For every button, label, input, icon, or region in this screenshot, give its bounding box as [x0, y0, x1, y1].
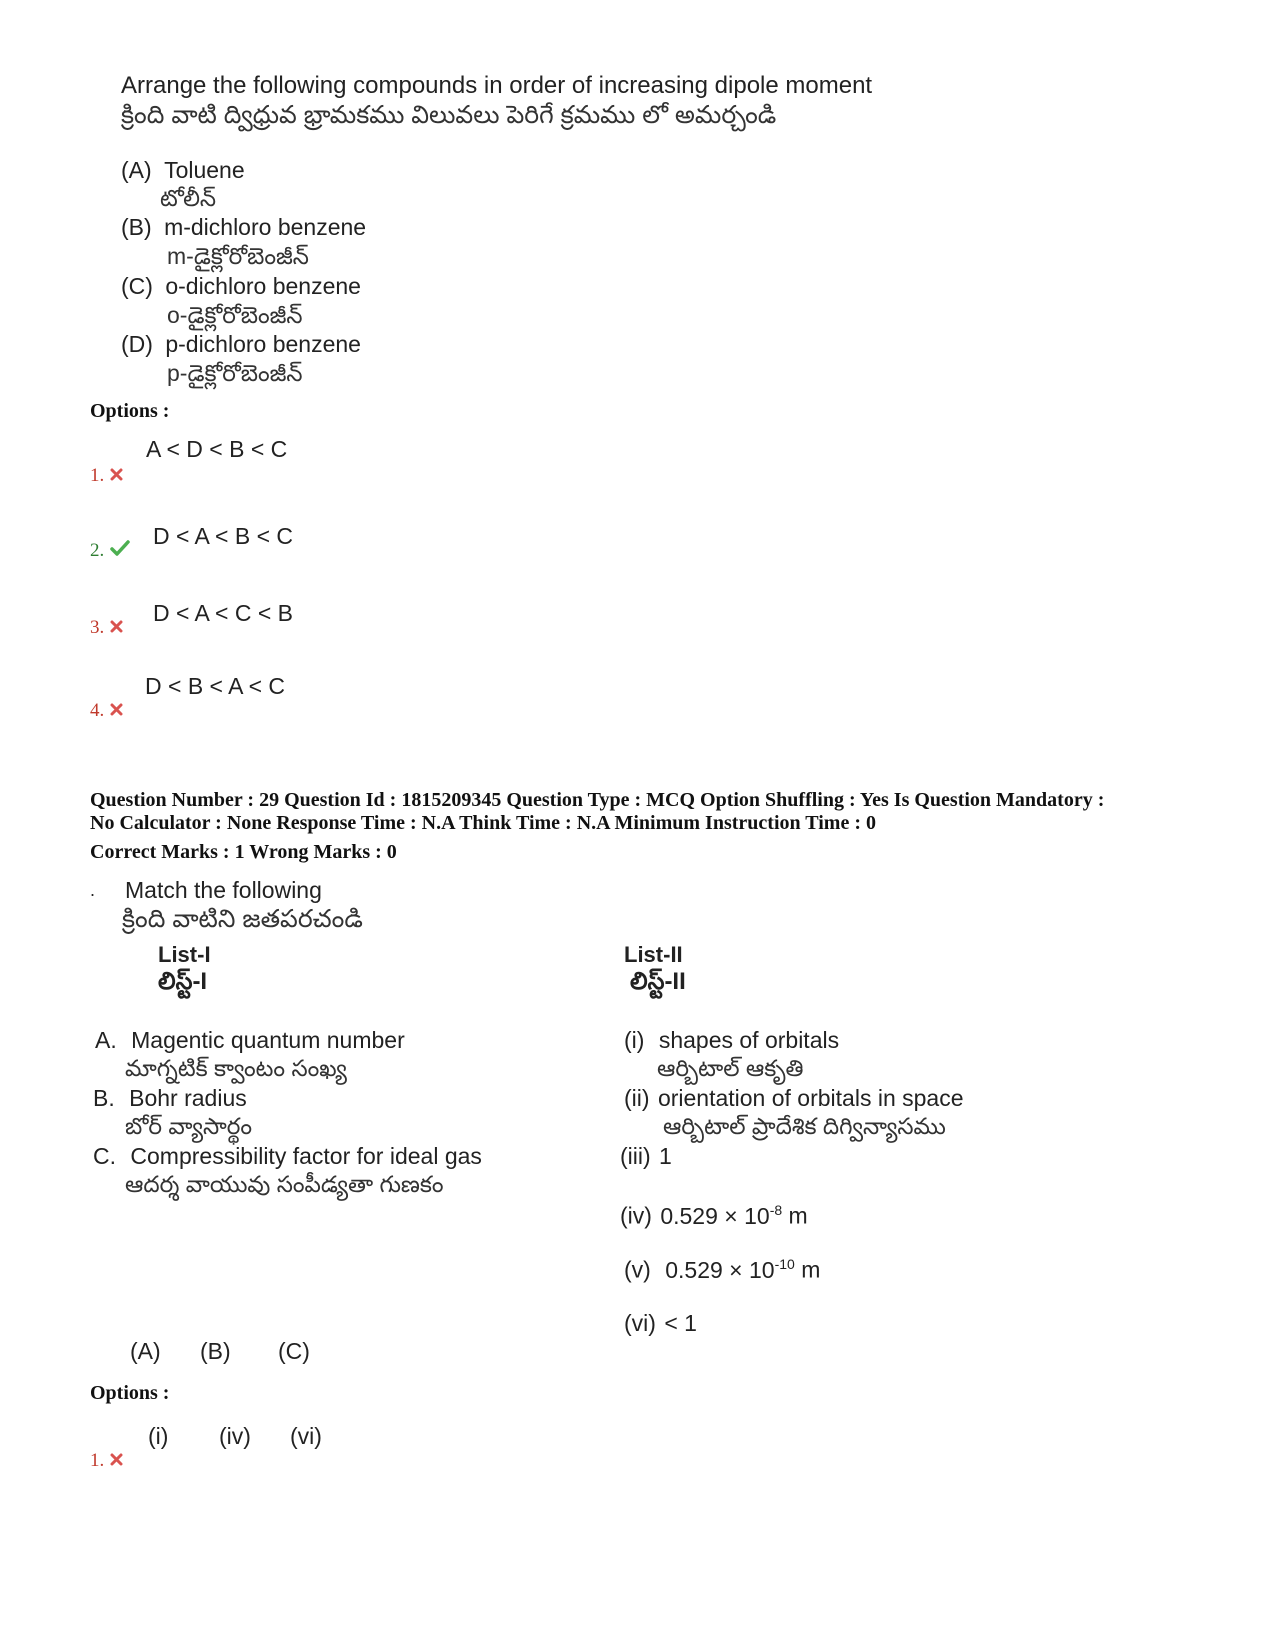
item-text: 0.529 × 10 [660, 1202, 770, 1229]
item-label: (v) [624, 1256, 651, 1283]
item-label: (B) [121, 214, 152, 240]
option-number: 4. [90, 700, 105, 721]
q28-option-4-number [90, 700, 123, 722]
q28-item-c-te: o-డైక్లోరోబెంజీన్ [167, 302, 303, 328]
column-head-c: (C) [278, 1338, 310, 1364]
item-label: (iv) [620, 1202, 652, 1229]
q28-option-3-text[interactable]: D < A < C < B [153, 600, 293, 626]
q28-option-4-text[interactable]: D < B < A < C [145, 673, 285, 699]
q29-dot: . [90, 880, 96, 900]
q29-option-1-value-3[interactable]: (vi) [290, 1423, 322, 1449]
unit: m [801, 1256, 821, 1283]
item-label: (A) [121, 157, 152, 183]
item-label: (D) [121, 331, 153, 357]
list1-heading: List-I [158, 942, 211, 967]
cross-icon [110, 617, 123, 639]
exponent: -8 [769, 1202, 783, 1218]
cross-icon [110, 700, 123, 722]
item-text: o-dichloro benzene [165, 273, 361, 299]
item-text: 1 [659, 1143, 672, 1169]
q28-option-1-number [90, 465, 123, 487]
q28-item-a-te: టోలీన్ [160, 185, 217, 211]
list2-item-v [624, 1256, 820, 1284]
item-label: C. [93, 1143, 116, 1169]
option-number: 2. [90, 540, 105, 561]
q28-question-en: Arrange the following compounds in order of increasing dipole moment [121, 72, 873, 99]
cross-icon [110, 1450, 123, 1472]
q29-option-1-number [90, 1450, 123, 1472]
item-label: (iii) [620, 1143, 651, 1169]
list2-item-iv [620, 1202, 808, 1230]
item-text: Bohr radius [129, 1085, 247, 1111]
q28-item-d-te: p-డైక్లోరోబెంజీన్ [167, 360, 303, 386]
list2-heading-te: లిస్ట్-II [630, 968, 686, 995]
list1-heading-te: లిస్ట్-I [158, 968, 208, 995]
option-number: 3. [90, 617, 105, 638]
list1-item-c-te: ఆదర్శ వాయువు సంపీడ్యతా గుణకం [125, 1171, 444, 1197]
item-label: (vi) [624, 1310, 656, 1336]
list1-item-a-te: మాగ్నటిక్ క్వాంటం సంఖ్య [125, 1055, 347, 1081]
list2-item-vi [624, 1310, 697, 1337]
q28-item-a [121, 157, 245, 184]
item-label: (ii) [624, 1085, 650, 1111]
q28-item-b [121, 214, 366, 241]
cross-icon [110, 465, 123, 487]
q28-item-d [121, 331, 361, 358]
list1-item-a [95, 1027, 405, 1054]
item-text: < 1 [664, 1310, 697, 1336]
list2-item-iii [620, 1143, 672, 1170]
q29-meta-line-1: Question Number : 29 Question Id : 1815209345 Question Type : MCQ Option Shuffling : Yes Is Question Mandatory : [90, 789, 1105, 811]
q29-options-label: Options : [90, 1382, 170, 1404]
q28-option-2-number [90, 540, 130, 562]
q29-question-te: క్రింది వాటిని జతపరచండి [122, 905, 363, 933]
q28-item-b-te: m-డైక్లోరోబెంజీన్ [167, 243, 309, 269]
q29-meta-line-2: No Calculator : None Response Time : N.A Think Time : N.A Minimum Instruction Time : 0 [90, 812, 876, 834]
item-text: Toluene [164, 157, 245, 183]
item-label: B. [93, 1085, 115, 1111]
item-text: shapes of orbitals [658, 1027, 840, 1053]
q28-option-2-text[interactable]: D < A < B < C [153, 523, 293, 549]
option-number: 1. [90, 1450, 105, 1471]
list1-item-b-te: బోర్ వ్యాసార్థం [125, 1113, 253, 1139]
q28-question-te: క్రింది వాటి ద్విధ్రువ భ్రామకము విలువలు పెరిగే క్రమము లో అమర్చండి [121, 101, 777, 129]
list2-heading: List-II [624, 942, 683, 967]
q29-question-en: Match the following [125, 877, 322, 903]
check-icon [110, 540, 130, 562]
list2-item-ii-te: ఆర్బిటాల్ ప్రాదేశిక దిగ్విన్యాసము [663, 1113, 946, 1139]
item-text: orientation of orbitals in space [657, 1085, 964, 1111]
column-head-b: (B) [200, 1338, 231, 1364]
list2-item-i-te: ఆర్బిటాల్ ఆకృతి [657, 1055, 804, 1081]
exponent: -10 [774, 1256, 795, 1272]
list2-item-i [624, 1027, 839, 1054]
item-label: A. [95, 1027, 117, 1053]
option-number: 1. [90, 465, 105, 486]
item-text: Compressibility factor for ideal gas [130, 1143, 482, 1169]
list1-item-c [93, 1143, 482, 1170]
item-text: p-dichloro benzene [165, 331, 361, 357]
q29-option-1-value-2[interactable]: (iv) [219, 1423, 251, 1449]
item-text: Magentic quantum number [131, 1027, 405, 1053]
column-head-a: (A) [130, 1338, 161, 1364]
item-text: 0.529 × 10 [665, 1256, 775, 1283]
q28-item-c [121, 273, 361, 300]
list1-item-b [93, 1085, 247, 1112]
item-label: (i) [624, 1027, 645, 1053]
q29-option-1-value-1[interactable]: (i) [148, 1423, 169, 1449]
q28-option-3-number [90, 617, 123, 639]
q29-marks: Correct Marks : 1 Wrong Marks : 0 [90, 841, 397, 863]
list2-item-ii [624, 1085, 964, 1112]
unit: m [788, 1202, 808, 1229]
item-label: (C) [121, 273, 153, 299]
q28-option-1-text[interactable]: A < D < B < C [146, 436, 288, 462]
item-text: m-dichloro benzene [164, 214, 367, 240]
q28-options-label: Options : [90, 400, 170, 422]
